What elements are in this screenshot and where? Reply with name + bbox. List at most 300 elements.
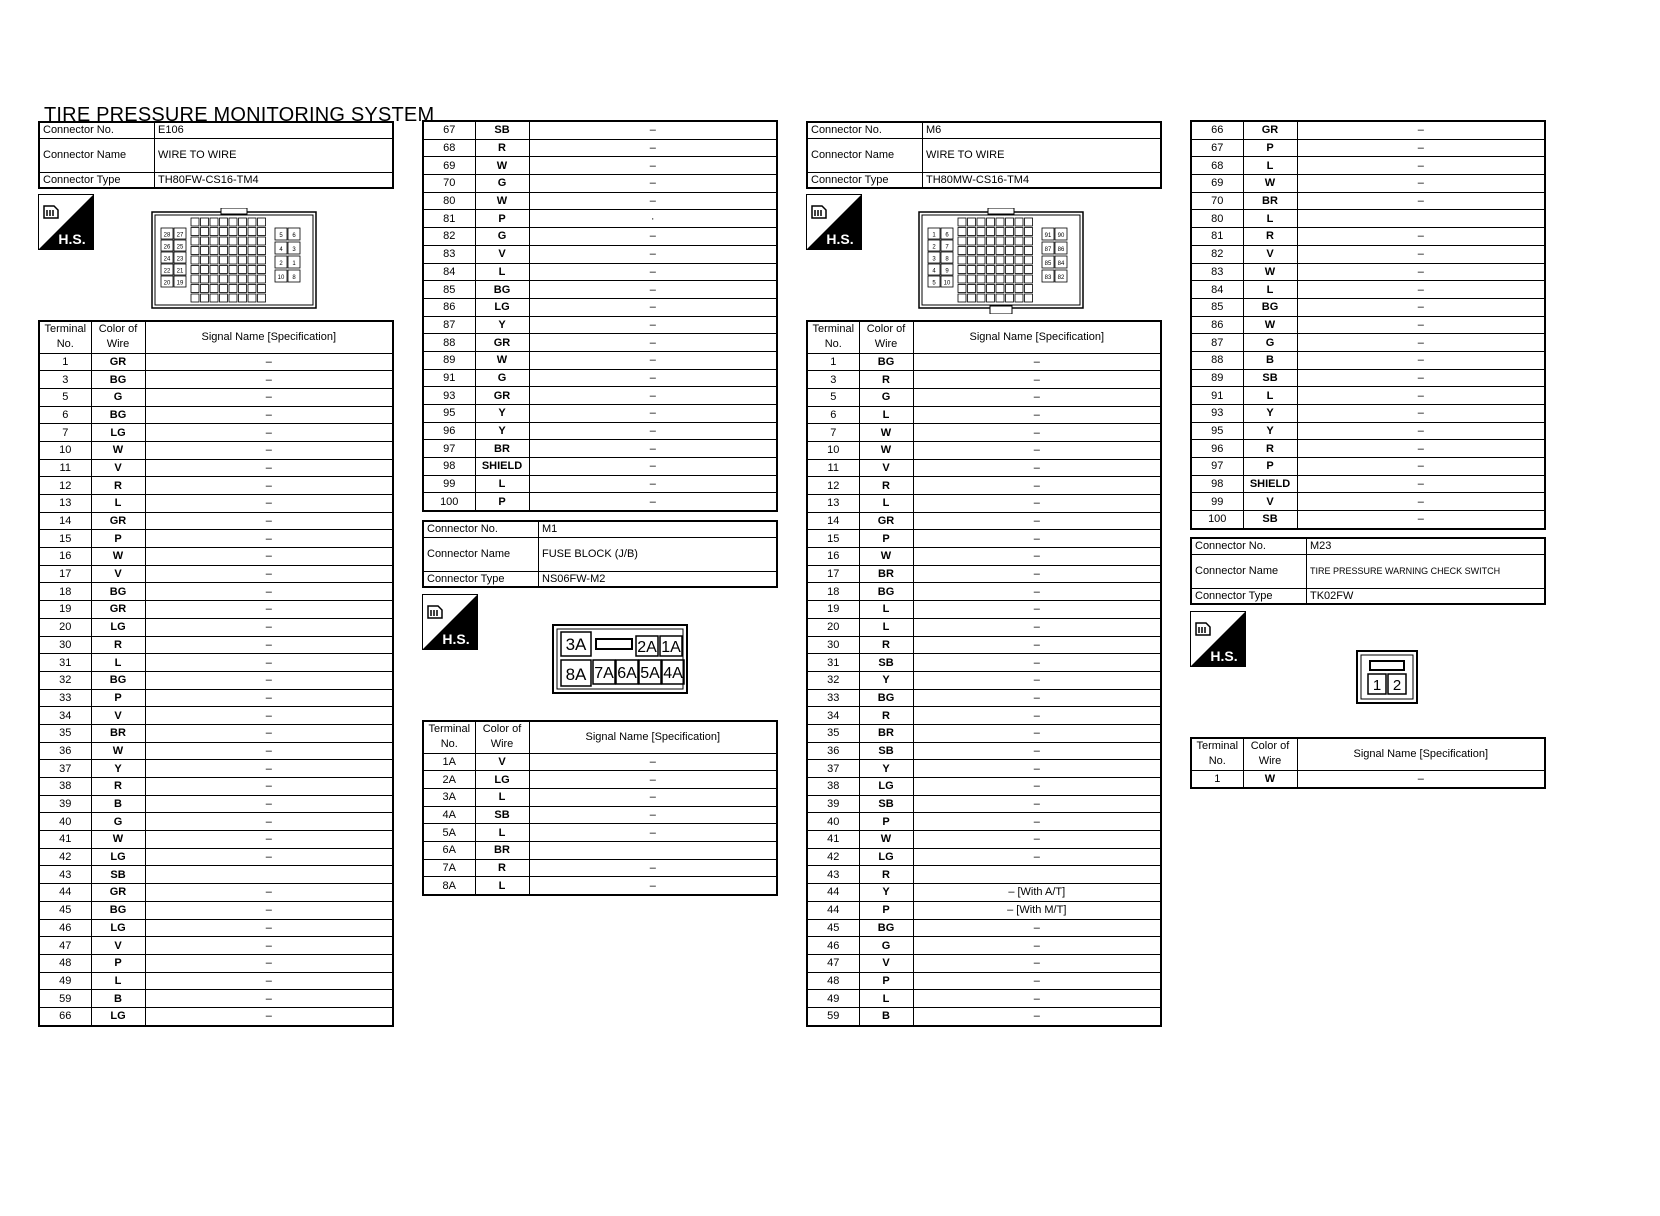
signal-name-cell <box>145 866 393 884</box>
cavity <box>1015 237 1023 245</box>
terminal-no-cell: 96 <box>423 422 475 440</box>
signal-name-cell: – <box>529 493 777 511</box>
signal-name-cell: – <box>913 618 1161 636</box>
wire-color-cell: V <box>859 954 913 972</box>
signal-name-cell: – <box>913 512 1161 530</box>
signal-name-cell <box>529 841 777 859</box>
cavity <box>210 247 218 255</box>
signal-name-cell: – <box>913 954 1161 972</box>
cavity <box>987 275 995 283</box>
cavity <box>191 275 199 283</box>
e106-connector-face <box>151 208 317 310</box>
table-row <box>807 495 1161 513</box>
table-row <box>39 937 393 955</box>
signal-name-cell: – <box>913 760 1161 778</box>
signal-name-cell: – <box>529 458 777 476</box>
wire-color-cell: BG <box>91 671 145 689</box>
terminal-no-cell: 69 <box>423 157 475 175</box>
cavity <box>220 218 228 226</box>
wire-color-cell: Y <box>475 422 529 440</box>
cavity <box>968 228 976 236</box>
signal-name-cell: – <box>145 601 393 619</box>
terminal-no-cell: 96 <box>1191 440 1243 458</box>
terminal-no-cell: 82 <box>423 228 475 246</box>
signal-name-cell: – <box>1297 192 1545 210</box>
wire-color-cell: R <box>859 707 913 725</box>
wire-color-cell: V <box>91 565 145 583</box>
table-row <box>423 175 777 193</box>
terminal-no-cell: 16 <box>39 548 91 566</box>
table-row <box>39 636 393 654</box>
terminal-no-cell: 1 <box>39 353 91 371</box>
terminal-no-cell: 5 <box>807 388 859 406</box>
signal-name-cell: – <box>145 954 393 972</box>
terminal-no-cell: 18 <box>39 583 91 601</box>
signal-name-cell: – <box>1297 458 1545 476</box>
cavity <box>220 275 228 283</box>
hs-label: H.S. <box>442 631 470 647</box>
cavity-label: 3 <box>292 247 296 253</box>
wire-color-cell: GR <box>91 353 145 371</box>
cavity <box>1025 228 1033 236</box>
cavity-label: 5 <box>932 280 936 287</box>
terminal-no-cell: 31 <box>39 654 91 672</box>
wire-color-cell: P <box>859 972 913 990</box>
wire-color-cell: BR <box>859 724 913 742</box>
signal-name-cell: – <box>529 387 777 405</box>
terminal-no-cell: 89 <box>1191 369 1243 387</box>
wire-color-cell: V <box>859 459 913 477</box>
table-row <box>423 263 777 281</box>
cavity-label: 2 <box>279 261 283 267</box>
signal-name-cell: – <box>1297 139 1545 157</box>
table-row <box>807 618 1161 636</box>
signal-name-cell: – <box>913 707 1161 725</box>
table-row <box>807 937 1161 955</box>
table-row <box>1191 210 1545 228</box>
terminal-no-cell: 69 <box>1191 175 1243 193</box>
wire-color-cell: GR <box>859 512 913 530</box>
cavity <box>1025 256 1033 264</box>
wire-color-cell: BR <box>475 440 529 458</box>
table-row <box>807 901 1161 919</box>
wire-color-cell: L <box>1243 157 1297 175</box>
signal-name-cell: – <box>529 877 777 895</box>
cavity <box>996 218 1004 226</box>
wire-color-cell: GR <box>91 601 145 619</box>
cavity-label: 4 <box>279 247 283 253</box>
terminal-no-cell: 47 <box>807 954 859 972</box>
table-row <box>423 351 777 369</box>
terminal-no-cell: 38 <box>39 778 91 796</box>
wire-color-cell: BR <box>91 724 145 742</box>
cavity <box>229 294 237 302</box>
terminal-no-cell: 66 <box>39 1007 91 1025</box>
terminal-no-cell: 98 <box>423 458 475 476</box>
cavity <box>1015 266 1023 274</box>
terminal-no-cell: 3 <box>807 371 859 389</box>
cavity <box>996 266 1004 274</box>
cavity <box>229 285 237 293</box>
terminal-no-cell: 84 <box>1191 281 1243 299</box>
cavity <box>996 256 1004 264</box>
terminal-no-cell: 5 <box>39 388 91 406</box>
terminal-no-cell: 98 <box>1191 475 1243 493</box>
terminal-no-cell: 100 <box>1191 511 1243 529</box>
table-row <box>807 884 1161 902</box>
hs-label: H.S. <box>1210 648 1238 664</box>
table-row <box>807 689 1161 707</box>
cavity <box>1025 218 1033 226</box>
signal-name-cell: – <box>1297 175 1545 193</box>
wire-color-cell: G <box>475 369 529 387</box>
signal-name-cell: – <box>145 654 393 672</box>
signal-name-cell: – <box>913 477 1161 495</box>
terminal-no-header: Terminal No. <box>807 321 859 353</box>
terminal-no-cell: 99 <box>423 475 475 493</box>
cavity-label: 82 <box>1057 275 1065 281</box>
wire-color-cell: SB <box>859 742 913 760</box>
terminal-no-cell: 46 <box>807 937 859 955</box>
terminal-no-cell: 70 <box>423 175 475 193</box>
cavity <box>958 218 966 226</box>
wire-color-cell: G <box>91 813 145 831</box>
table-row <box>1191 121 1545 139</box>
terminal-no-cell: 2A <box>423 771 475 789</box>
signal-name-cell: – <box>145 618 393 636</box>
table-row <box>1191 245 1545 263</box>
cavity <box>977 266 985 274</box>
wire-color-cell: R <box>475 139 529 157</box>
wire-color-cell: SB <box>1243 511 1297 529</box>
wire-color-cell: GR <box>91 512 145 530</box>
terminal-no-cell: 46 <box>39 919 91 937</box>
cavity <box>996 285 1004 293</box>
signal-name-cell: – <box>1297 475 1545 493</box>
wire-color-cell: R <box>859 636 913 654</box>
cavity-label: 8 <box>292 275 296 281</box>
terminal-no-cell: 15 <box>807 530 859 548</box>
table-row <box>807 866 1161 884</box>
cavity <box>258 218 266 226</box>
wire-color-cell: W <box>859 548 913 566</box>
cavity <box>996 247 1004 255</box>
terminal-no-cell: 48 <box>39 954 91 972</box>
signal-name-cell: – <box>529 788 777 806</box>
wire-color-cell: L <box>91 495 145 513</box>
signal-name-cell <box>1297 210 1545 228</box>
cavity <box>239 218 247 226</box>
signal-name-cell: – <box>529 351 777 369</box>
table-row <box>1191 475 1545 493</box>
wire-color-cell: P <box>91 954 145 972</box>
terminal-no-cell: 33 <box>39 689 91 707</box>
wire-color-cell: P <box>91 689 145 707</box>
wire-color-cell: V <box>91 707 145 725</box>
terminal-no-cell: 48 <box>807 972 859 990</box>
signal-name-cell: – <box>145 724 393 742</box>
terminal-no-cell: 39 <box>807 795 859 813</box>
cavity <box>201 294 209 302</box>
table-row <box>39 689 393 707</box>
terminal-no-cell: 81 <box>423 210 475 228</box>
cavity <box>1015 256 1023 264</box>
signal-name-cell: – <box>529 771 777 789</box>
table-row <box>423 806 777 824</box>
terminal-no-cell: 97 <box>1191 458 1243 476</box>
m1-connector-name: FUSE BLOCK (J/B) <box>539 537 778 571</box>
table-row <box>1191 298 1545 316</box>
table-row <box>423 369 777 387</box>
terminal-no-cell: 95 <box>1191 422 1243 440</box>
cavity <box>258 237 266 245</box>
cavity <box>201 285 209 293</box>
table-row <box>1191 511 1545 529</box>
terminal-no-cell: 80 <box>423 192 475 210</box>
cavity <box>248 294 256 302</box>
table-row <box>807 565 1161 583</box>
wire-color-cell: LG <box>91 1007 145 1025</box>
terminal-no-cell: 16 <box>807 548 859 566</box>
terminal-no-cell: 11 <box>39 459 91 477</box>
wire-color-cell: SHIELD <box>475 458 529 476</box>
terminal-no-cell: 15 <box>39 530 91 548</box>
wire-color-cell: L <box>475 475 529 493</box>
wire-color-cell: L <box>475 824 529 842</box>
wire-color-cell: BR <box>475 841 529 859</box>
cavity <box>977 294 985 302</box>
terminal-no-cell: 1 <box>807 353 859 371</box>
terminal-no-cell: 36 <box>39 742 91 760</box>
table-row <box>39 866 393 884</box>
terminal-no-cell: 68 <box>423 139 475 157</box>
table-row <box>39 353 393 371</box>
terminal-no-cell: 39 <box>39 795 91 813</box>
table-row <box>39 707 393 725</box>
terminal-no-cell: 5A <box>423 824 475 842</box>
terminal-no-cell: 47 <box>39 937 91 955</box>
table-row <box>423 334 777 352</box>
cavity <box>258 275 266 283</box>
cavity <box>977 218 985 226</box>
signal-name-cell: – <box>913 848 1161 866</box>
wire-color-cell: SB <box>859 795 913 813</box>
table-row <box>39 1007 393 1025</box>
cavity <box>229 256 237 264</box>
table-row <box>807 583 1161 601</box>
cavity-label: 91 <box>1044 233 1052 239</box>
connector-type-label: Connector Type <box>1191 588 1307 604</box>
terminal-no-cell: 18 <box>807 583 859 601</box>
cavity <box>258 247 266 255</box>
cavity-label: 1 <box>1372 677 1382 694</box>
wire-color-cell: L <box>91 654 145 672</box>
wire-color-cell: Y <box>1243 405 1297 423</box>
cavity <box>220 294 228 302</box>
table-row <box>807 954 1161 972</box>
terminal-no-cell: 44 <box>807 884 859 902</box>
signal-name-cell: – <box>913 565 1161 583</box>
cavity-label: 8A <box>565 665 587 684</box>
connector-no-label: Connector No. <box>1191 538 1307 554</box>
wire-color-cell: Y <box>859 884 913 902</box>
m6-connector-no: M6 <box>923 122 1162 138</box>
cavity <box>191 285 199 293</box>
cavity <box>1025 247 1033 255</box>
terminal-no-cell: 36 <box>807 742 859 760</box>
terminal-no-cell: 80 <box>1191 210 1243 228</box>
cavity <box>968 247 976 255</box>
color-of-wire-header: Color of Wire <box>475 721 529 753</box>
terminal-no-cell: 67 <box>1191 139 1243 157</box>
wire-color-cell: Y <box>859 760 913 778</box>
table-row <box>39 795 393 813</box>
table-row <box>39 618 393 636</box>
terminal-no-cell: 88 <box>1191 351 1243 369</box>
cavity <box>191 294 199 302</box>
terminal-no-header: Terminal No. <box>39 321 91 353</box>
cavity <box>987 228 995 236</box>
cavity-label: 20 <box>163 280 171 287</box>
signal-name-cell: – <box>1297 316 1545 334</box>
cavity-label: 25 <box>176 244 184 251</box>
signal-name-cell: – <box>1297 493 1545 511</box>
signal-name-cell: – <box>145 689 393 707</box>
signal-name-cell: – <box>1297 422 1545 440</box>
cavity <box>968 285 976 293</box>
cavity <box>968 266 976 274</box>
signal-name-cell: – <box>1297 263 1545 281</box>
terminal-no-cell: 44 <box>807 901 859 919</box>
wire-color-cell: W <box>1243 770 1297 788</box>
wire-color-cell: B <box>1243 351 1297 369</box>
table-row <box>1191 458 1545 476</box>
terminal-no-cell: 70 <box>1191 192 1243 210</box>
wire-color-cell: W <box>859 441 913 459</box>
cavity-label: 21 <box>176 268 184 275</box>
cavity <box>987 237 995 245</box>
cavity <box>958 247 966 255</box>
signal-name-cell: – <box>1297 281 1545 299</box>
cavity <box>968 237 976 245</box>
signal-name-cell: – <box>529 422 777 440</box>
wire-color-cell: W <box>91 548 145 566</box>
cavity <box>258 266 266 274</box>
terminal-no-cell: 19 <box>807 601 859 619</box>
signal-name-cell: – <box>913 459 1161 477</box>
terminal-no-cell: 45 <box>39 901 91 919</box>
m6-connector-name: WIRE TO WIRE <box>923 138 1162 172</box>
table-row <box>39 371 393 389</box>
wire-color-cell: GR <box>1243 121 1297 139</box>
wire-color-cell: V <box>1243 493 1297 511</box>
cavity <box>968 256 976 264</box>
signal-name-cell: – <box>529 316 777 334</box>
cavity <box>201 256 209 264</box>
wire-color-cell: R <box>859 477 913 495</box>
m23-connector-info <box>1190 537 1546 605</box>
cavity-label: 85 <box>1044 261 1052 267</box>
m6-connector-face <box>918 208 1084 314</box>
m6-terminal-table <box>806 320 1162 1027</box>
terminal-no-cell: 85 <box>1191 298 1243 316</box>
connector-name-label: Connector Name <box>423 537 539 571</box>
wire-color-cell: L <box>859 495 913 513</box>
signal-name-header: Signal Name [Specification] <box>913 321 1161 353</box>
table-row <box>423 877 777 895</box>
table-row <box>39 388 393 406</box>
cavity <box>191 256 199 264</box>
cavity <box>1006 237 1014 245</box>
e106-terminal-table <box>38 320 394 1027</box>
wire-color-cell: LG <box>91 618 145 636</box>
wire-color-cell: SB <box>1243 369 1297 387</box>
cavity <box>968 275 976 283</box>
terminal-no-cell: 6 <box>39 406 91 424</box>
cavity <box>229 218 237 226</box>
wire-color-cell: SHIELD <box>1243 475 1297 493</box>
cavity-label: 27 <box>176 232 184 239</box>
wire-color-cell: V <box>91 459 145 477</box>
signal-name-cell: – <box>913 724 1161 742</box>
table-row <box>423 139 777 157</box>
terminal-no-cell: 43 <box>807 866 859 884</box>
wire-color-cell: GR <box>91 884 145 902</box>
connector-name-label: Connector Name <box>807 138 923 172</box>
wire-color-cell: B <box>91 990 145 1008</box>
table-row <box>807 671 1161 689</box>
table-row <box>807 707 1161 725</box>
terminal-no-cell: 4A <box>423 806 475 824</box>
wire-color-cell: G <box>859 937 913 955</box>
wire-color-cell: L <box>1243 210 1297 228</box>
wire-color-cell: W <box>91 441 145 459</box>
wire-color-cell: V <box>91 937 145 955</box>
terminal-no-cell: 6A <box>423 841 475 859</box>
wire-color-cell: W <box>91 742 145 760</box>
terminal-no-cell: 3A <box>423 788 475 806</box>
terminal-no-cell: 13 <box>807 495 859 513</box>
table-row <box>39 813 393 831</box>
wire-color-cell: G <box>475 175 529 193</box>
terminal-no-cell: 91 <box>1191 387 1243 405</box>
table-row <box>807 972 1161 990</box>
cavity <box>968 294 976 302</box>
signal-name-cell: – <box>145 636 393 654</box>
signal-name-cell: – <box>913 654 1161 672</box>
signal-name-cell: – <box>913 795 1161 813</box>
cavity-label: 7 <box>945 244 949 251</box>
terminal-no-cell: 7A <box>423 859 475 877</box>
cavity <box>1006 285 1014 293</box>
signal-name-cell: – <box>145 813 393 831</box>
cavity <box>258 228 266 236</box>
cavity <box>1006 266 1014 274</box>
wire-color-cell: SB <box>859 654 913 672</box>
terminal-no-cell: 93 <box>1191 405 1243 423</box>
cavity <box>210 256 218 264</box>
table-row <box>39 583 393 601</box>
table-row <box>39 512 393 530</box>
cavity <box>239 228 247 236</box>
cavity <box>220 256 228 264</box>
cavity-label: 4A <box>663 665 683 682</box>
cavity <box>258 256 266 264</box>
terminal-no-cell: 68 <box>1191 157 1243 175</box>
cavity <box>1006 256 1014 264</box>
cavity <box>201 218 209 226</box>
terminal-no-cell: 86 <box>423 298 475 316</box>
